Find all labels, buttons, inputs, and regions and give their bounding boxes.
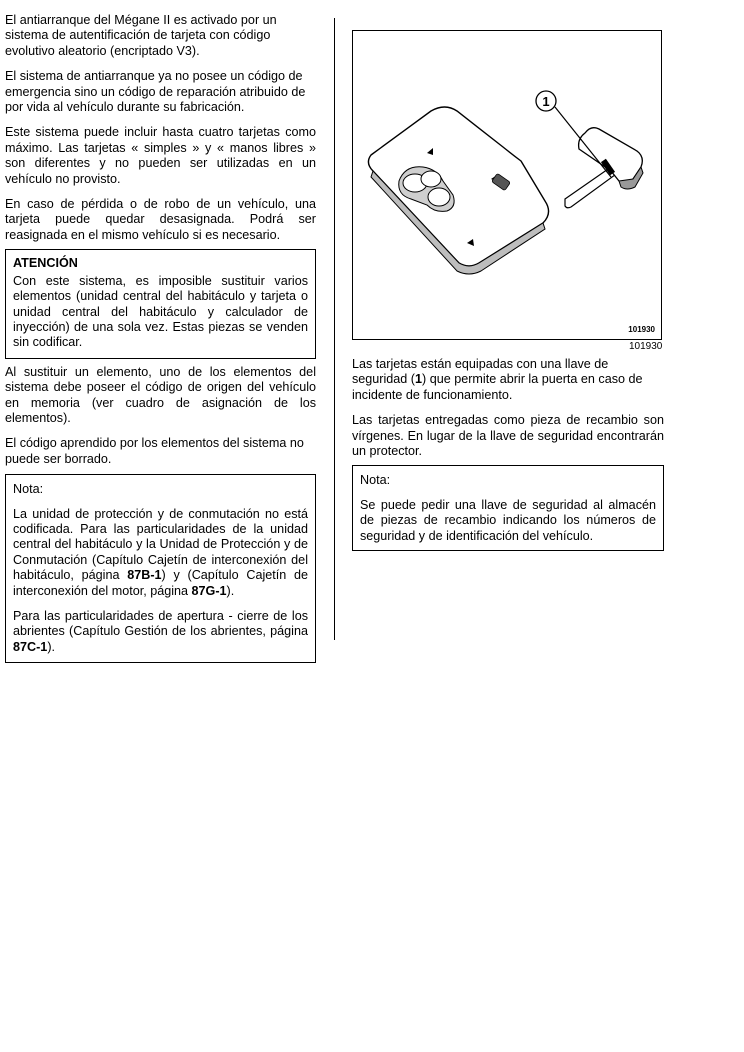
emergency-code-paragraph: El sistema de antiarranque ya no posee un código de emergencia sino un código de reparación atribuido de por vida al vehículo durante su fabricación. bbox=[5, 69, 306, 115]
note-paragraph-2: Para las particularidades de apertura - cierre de los abrientes (Capítulo Gestión de los abrientes, página 87C-1). bbox=[13, 609, 308, 654]
key-reference: 1 bbox=[415, 372, 423, 387]
page-ref-87c: 87C-1 bbox=[13, 639, 48, 654]
right-column bbox=[352, 357, 664, 551]
attention-box bbox=[5, 249, 316, 358]
cards-paragraph: Este sistema puede incluir hasta cuatro tarjetas como máximo. Las tarjetas « simples » y « manos libres » son diferentes y no pueden ser utilizadas en un vehículo no provisto. bbox=[5, 125, 316, 186]
card-key-figure bbox=[352, 30, 662, 340]
page-ref-87b: 87B-1 bbox=[127, 568, 162, 583]
replace-element-paragraph: Al sustituir un elemento, uno de los elementos del sistema debe poseer el código de origen del vehículo en memoria (ver cuadro de asignación de los elementos). bbox=[5, 364, 316, 425]
spare-cards-paragraph: Las tarjetas entregadas como pieza de recambio son vírgenes. En lugar de la llave de seguridad encontrarán un protector. bbox=[352, 413, 664, 459]
right-note-box bbox=[352, 465, 664, 551]
figure-number-below: 101930 bbox=[629, 341, 663, 352]
learned-code-paragraph: El código aprendido por los elementos del sistema no puede ser borrado. bbox=[5, 436, 304, 466]
right-note-text: Se puede pedir una llave de seguridad al almacén de piezas de recambio indicando los números de seguridad y de identificación del vehículo. bbox=[360, 497, 656, 543]
column-divider bbox=[334, 18, 335, 640]
intro-paragraph: El antiarranque del Mégane II es activado por un sistema de autentificación de tarjeta con código evolutivo aleatorio (encriptado V3). bbox=[5, 13, 277, 58]
left-column bbox=[5, 13, 316, 663]
right-note-title: Nota: bbox=[360, 473, 391, 488]
figure-number-inside: 101930 bbox=[628, 325, 655, 334]
attention-text: Con este sistema, es imposible sustituir varios elementos (unidad central del habitáculo y tarjeta o unidad central del habitáculo y calculador de inyección) de una sola vez. Estas piezas se venden sin codificar. bbox=[13, 273, 308, 350]
note-title: Nota: bbox=[13, 482, 44, 497]
note-paragraph-1: La unidad de protección y de conmutación no está codificada. Para las particularidades de la unidad central del habitáculo y la Unidad de Protección y de Conmutación (Capítulo Cajetín de interconexión del habitáculo, página 87B-1) y (Capítulo Cajetín de interconexión del motor, página 87G-1). bbox=[13, 506, 308, 598]
callout-number: 1 bbox=[542, 94, 550, 109]
security-key-paragraph: Las tarjetas están equipadas con una llave de seguridad (1) que permite abrir la puerta en caso de incidente de funcionamiento. bbox=[352, 357, 643, 402]
card-key-illustration bbox=[353, 31, 661, 339]
note-box bbox=[5, 474, 316, 663]
page-ref-87g: 87G-1 bbox=[191, 583, 227, 598]
attention-title: ATENCIÓN bbox=[13, 256, 78, 271]
lost-card-paragraph: En caso de pérdida o de robo de un vehículo, una tarjeta puede quedar desasignada. Podrá ser reasignada en el mismo vehículo si es necesario. bbox=[5, 197, 316, 242]
